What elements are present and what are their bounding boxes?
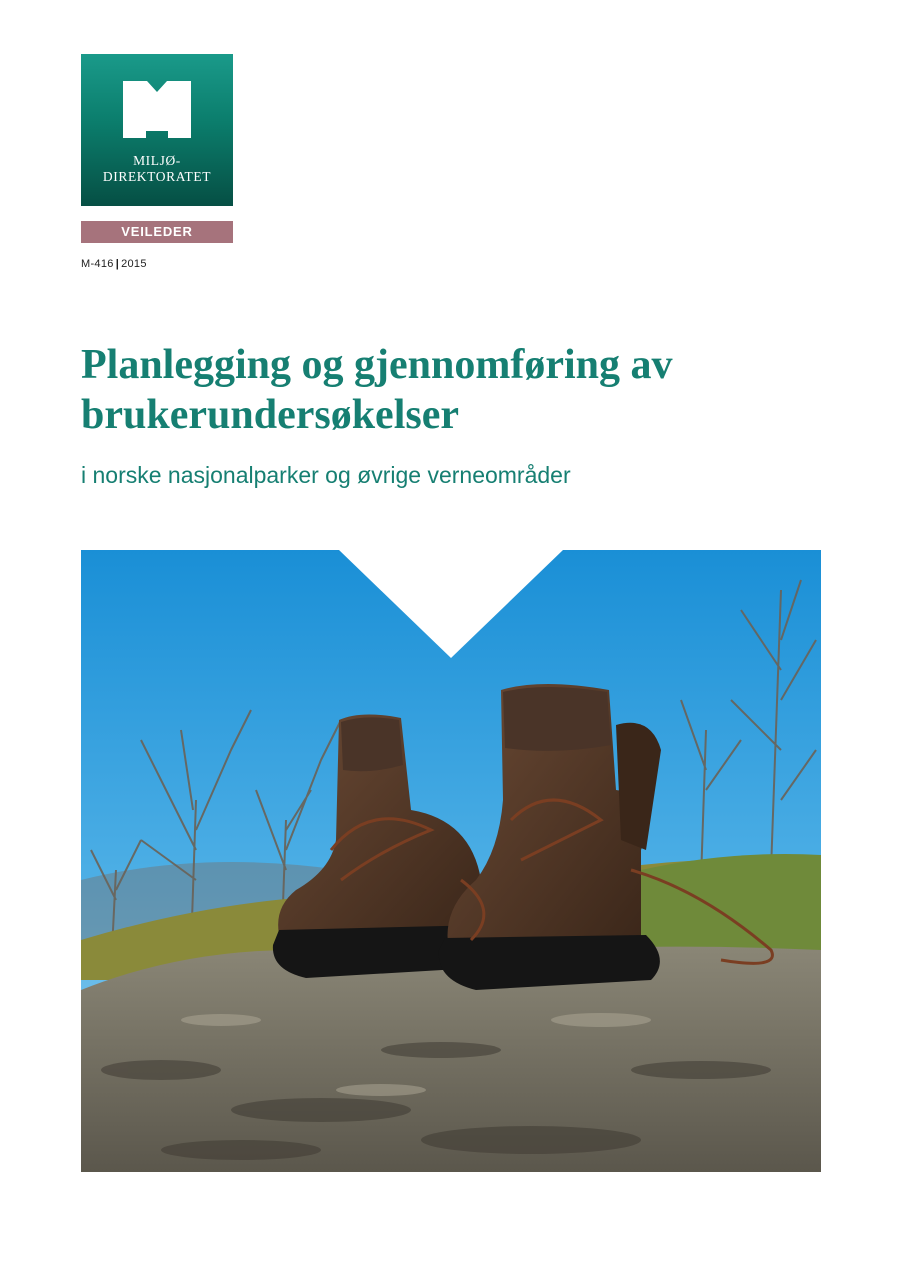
title-line-1: Planlegging og gjennomføring av	[81, 342, 673, 388]
miljodirektoratet-logo	[81, 54, 233, 206]
title-line-2: brukerundersøkelser	[81, 392, 459, 438]
report-year: 2015	[121, 258, 147, 270]
reference-separator: |	[115, 258, 120, 270]
logo-wordmark	[81, 153, 233, 185]
logo-line-2: DIREKTORATET	[102, 169, 212, 184]
logo-line-1: MILJØ-	[133, 153, 181, 168]
report-reference	[81, 258, 147, 270]
document-type-badge: VEILEDER	[81, 221, 233, 243]
page-subtitle: i norske nasjonalparker og øvrige verneområder	[81, 462, 571, 488]
report-code: M-416	[81, 258, 114, 270]
hiking-boots-on-rock-photo	[81, 550, 821, 1172]
cover-photo	[81, 550, 821, 1172]
page-title	[81, 340, 841, 440]
